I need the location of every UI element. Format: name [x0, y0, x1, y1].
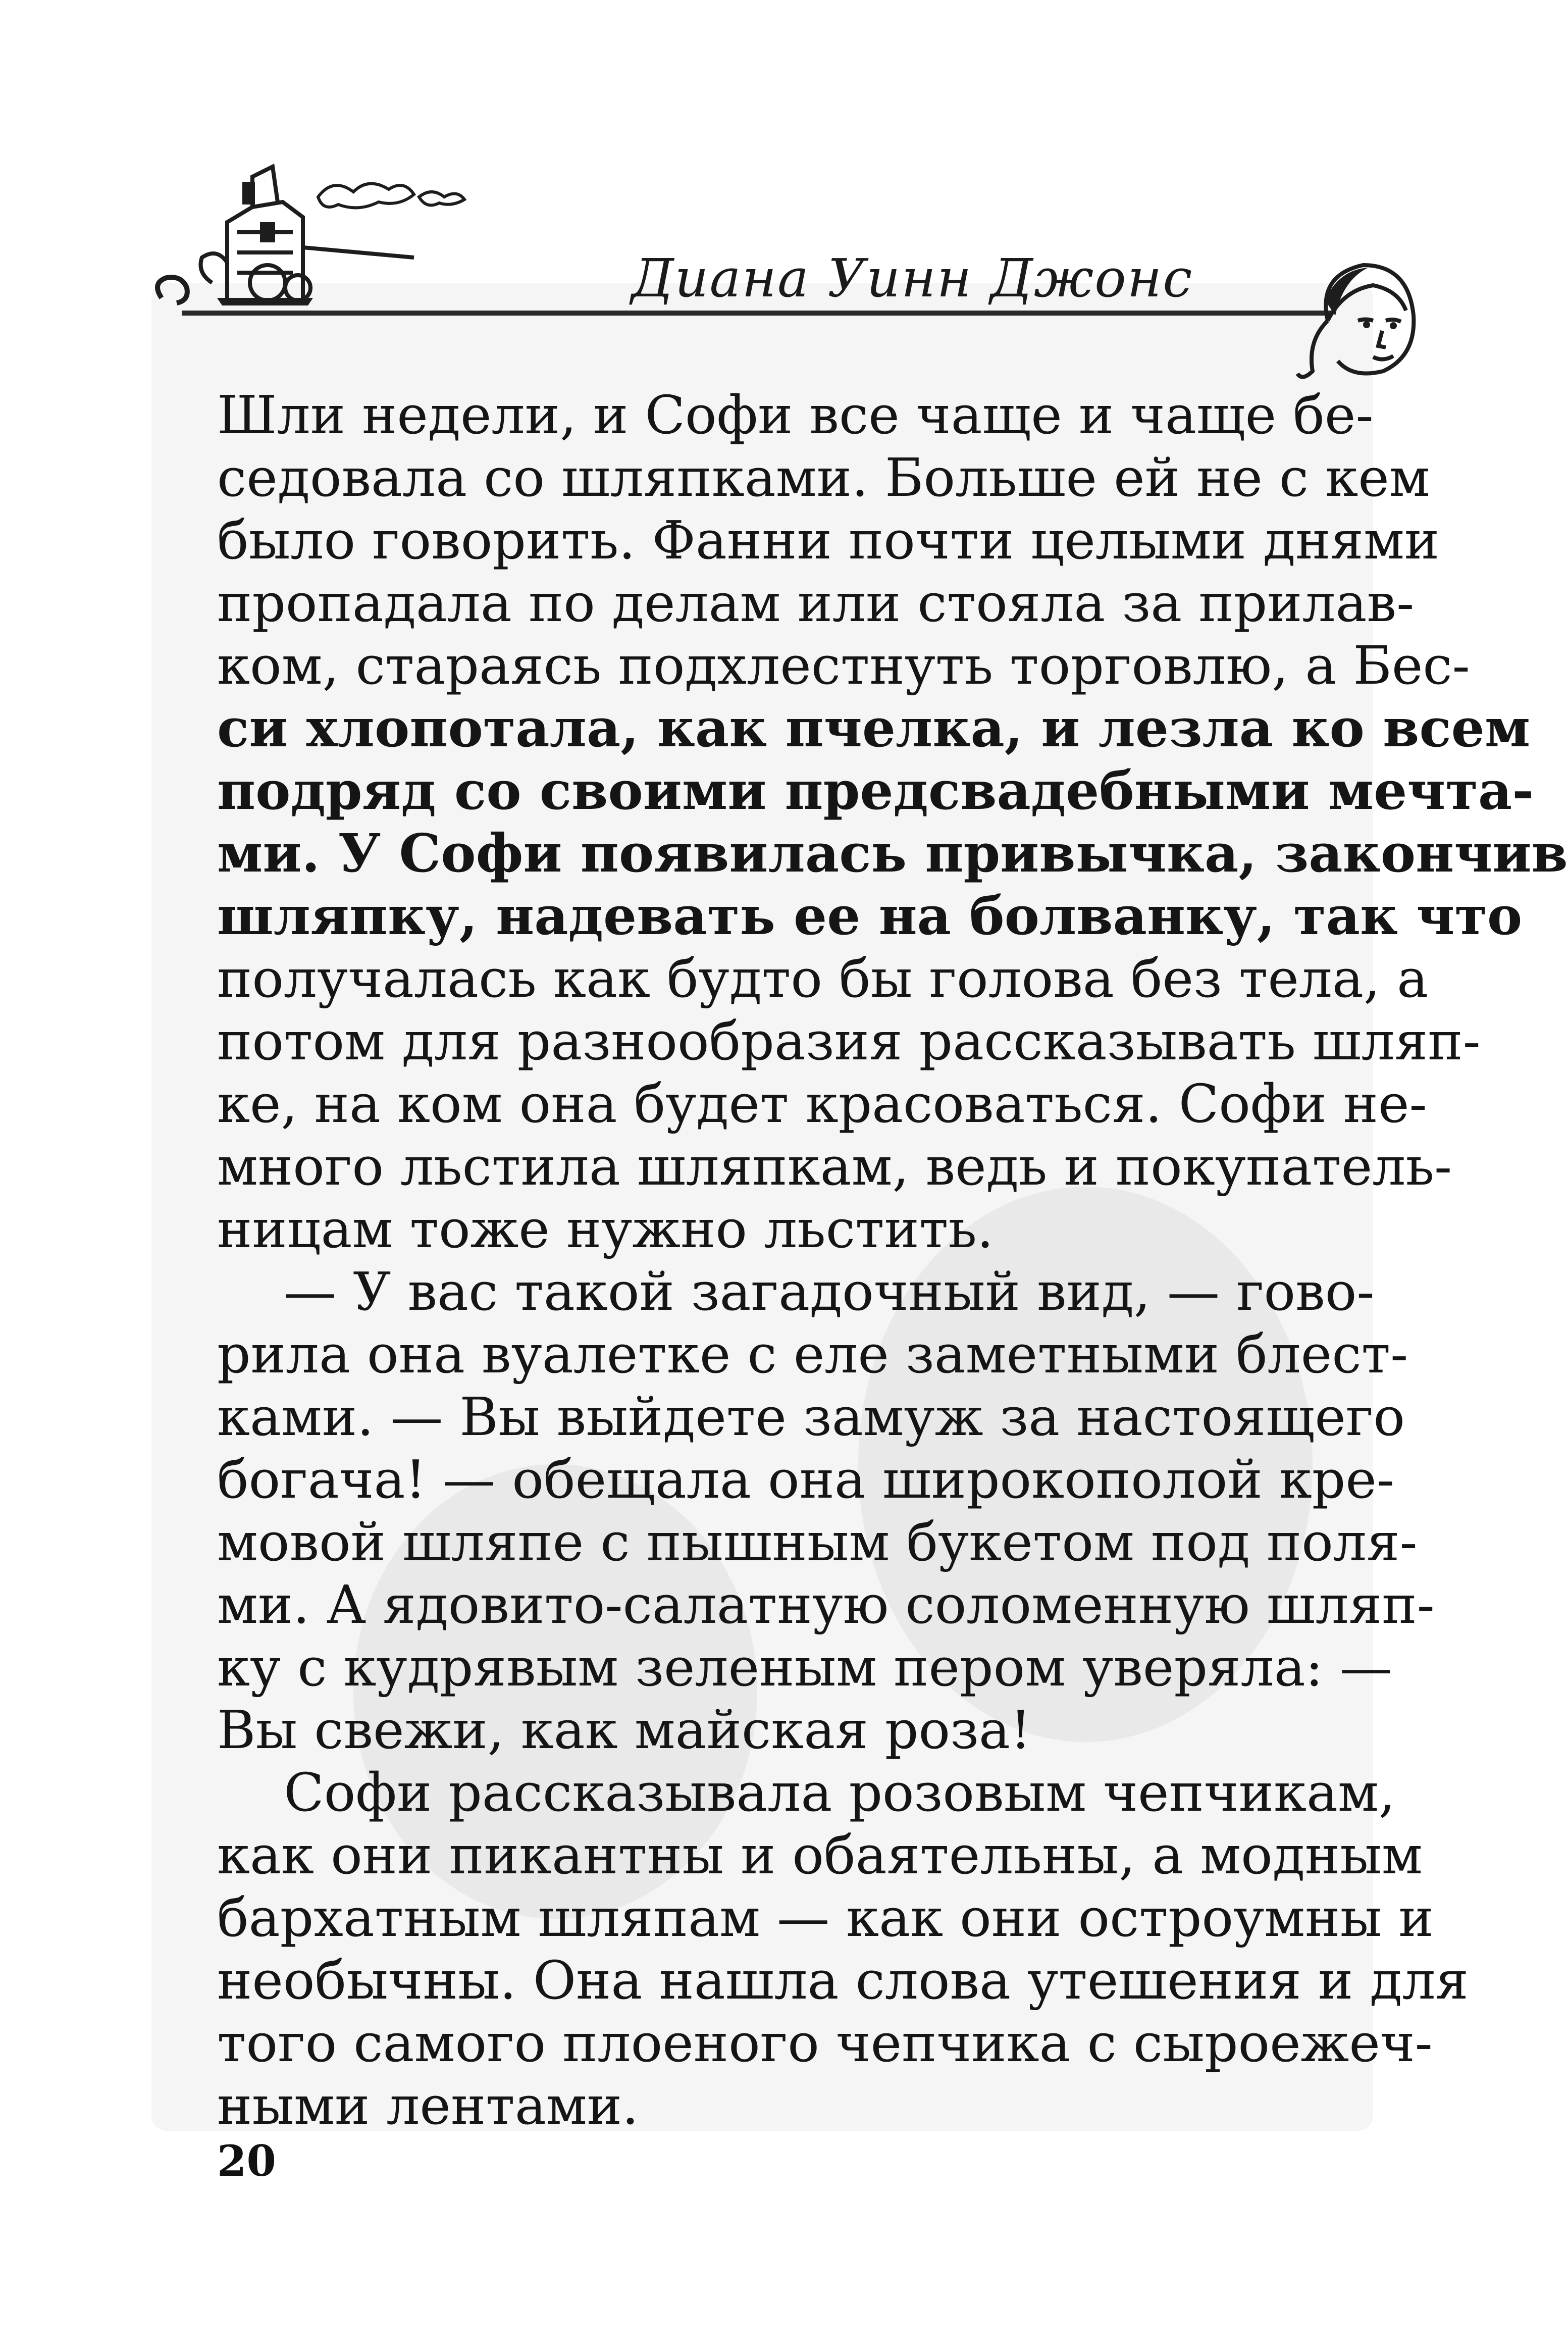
text-line: ку с кудрявым зеленым пером уверяла: — [217, 1637, 1392, 1698]
text-line: как они пикантны и обаятельны, а модным [217, 1824, 1423, 1886]
text-line: бархатным шляпам — как они остроумны и [217, 1887, 1434, 1949]
body-text [217, 384, 1568, 2137]
text-line: Вы свежи, как майская роза! [217, 1699, 1031, 1761]
text-line: много льстила шляпкам, ведь и покупатель- [217, 1136, 1452, 1197]
text-line: ными лентами. [217, 2075, 639, 2136]
running-header [151, 131, 1343, 369]
text-line: си хлопотала, как пчелка, и лезла ко всем [217, 697, 1531, 759]
text-line: ке, на ком она будет красоваться. Софи не- [217, 1073, 1427, 1135]
text-line: ми. А ядовито-салатную соломенную шляп- [217, 1574, 1435, 1635]
girl-portrait-icon [1297, 245, 1429, 391]
text-line: получалась как будто бы голова без тела, а [217, 948, 1429, 1009]
castle-ornament-icon [151, 131, 555, 313]
text-line: богача! — обещала она широкополой кре- [217, 1449, 1395, 1510]
text-line: седовала со шляпками. Больше ей не с кем [217, 447, 1430, 508]
header-rule [182, 311, 1333, 316]
running-head-author: Диана Уинн Джонс [631, 247, 1193, 309]
text-line: ком, стараясь подхлестнуть торговлю, а Бес- [217, 635, 1470, 696]
text-line: необычны. Она нашла слова утешения и для [217, 1950, 1469, 2011]
page-number: 20 [217, 2136, 276, 2186]
text-line: шляпку, надевать ее на болванку, так что [217, 885, 1523, 947]
text-line: ками. — Вы выйдете замуж за настоящего [217, 1386, 1405, 1448]
text-line: того самого плоеного чепчика с сыроежеч- [217, 2012, 1433, 2074]
text-line: Софи рассказывала розовым чепчикам, [217, 1762, 1395, 1823]
text-line: мовой шляпе с пышным букетом под поля- [217, 1511, 1418, 1573]
text-line: рила она вуалетке с еле заметными блест- [217, 1323, 1408, 1385]
text-line: подряд со своими предсвадебными мечта- [217, 759, 1534, 822]
text-line: ницам тоже нужно льстить. [217, 1198, 994, 1260]
text-line: потом для разнообразия рассказывать шляп- [217, 1010, 1481, 1072]
text-line: пропадала по делам или стояла за прилав- [217, 572, 1415, 634]
text-line: — У вас такой загадочный вид, — гово- [217, 1261, 1375, 1322]
text-line: ми. У Софи появилась привычка, закончив [217, 822, 1568, 884]
text-line: Шли недели, и Софи все чаще и чаще бе- [217, 384, 1374, 446]
text-line: было говорить. Фанни почти целыми днями [217, 509, 1440, 571]
